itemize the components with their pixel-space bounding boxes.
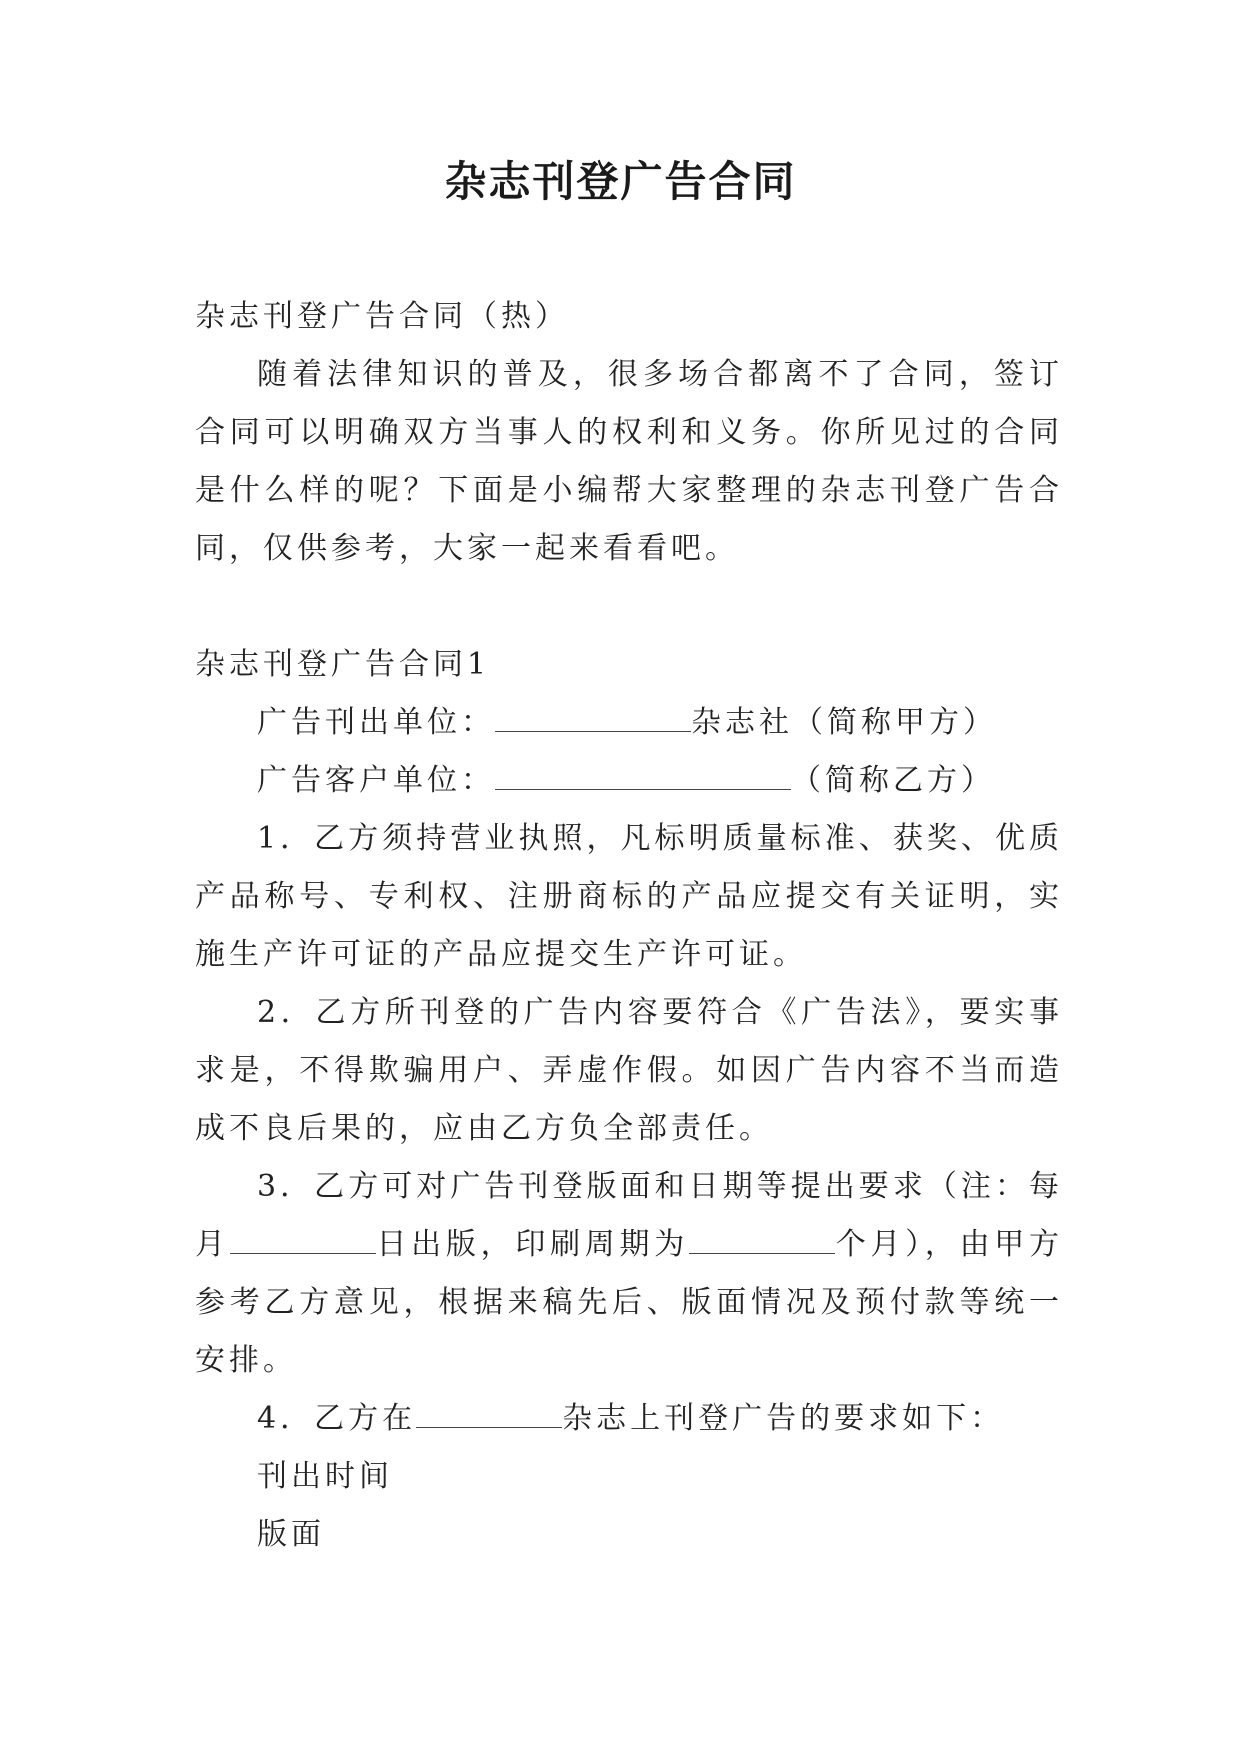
magazine-name-blank[interactable] [416,1393,562,1428]
party-a-blank[interactable] [495,697,691,732]
document-subtitle: 杂志刊登广告合同（热） [195,299,569,334]
clause-1: 1．乙方须持营业执照，凡标明质量标准、获奖、优质产品称号、专利权、注册商标的产品应提交有关证明，实施生产许可证的产品应提交生产许可证。 [195,821,1063,972]
clause-4 [195,1390,1063,1448]
clause-3 [195,1158,1063,1390]
party-b-line [195,752,1063,810]
document-title: 杂志刊登广告合同 [444,157,797,206]
clause-3-text-1: 3．乙方可对广告刊登版面和日期等提出要求（注：每月 [195,1169,1063,1262]
clause-2: 2．乙方所刊登的广告内容要符合《广告法》，要实事求是，不得欺骗用户、弄虚作假。如因广告内容不当而造成不良后果的，应由乙方负全部责任。 [195,995,1063,1146]
section-heading: 杂志刊登广告合同1 [195,647,491,682]
item-layout: 版面 [257,1517,325,1552]
party-a-label: 广告刊出单位： [257,705,495,740]
party-b-label: 广告客户单位： [257,763,495,798]
party-b-blank[interactable] [495,755,791,790]
party-b-suffix: （简称乙方） [791,763,995,798]
item-publish-time: 刊出时间 [257,1459,393,1494]
party-a-line [195,694,1063,752]
clause-3-text-3: 个月），由甲方参考乙方意见，根据来稿先后、版面情况及预付款等统一安排。 [195,1227,1064,1378]
paragraph-spacer [195,578,1063,636]
party-a-suffix: 杂志社（简称甲方） [691,705,997,740]
print-cycle-blank[interactable] [689,1219,835,1254]
publish-day-blank[interactable] [230,1219,376,1254]
clause-3-text-2: 日出版，印刷周期为 [375,1227,689,1262]
intro-paragraph: 随着法律知识的普及，很多场合都离不了合同，签订合同可以明确双方当事人的权利和义务。你所见过的合同是什么样的呢？下面是小编帮大家整理的杂志刊登广告合同，仅供参考，大家一起来看看吧。 [195,357,1063,566]
clause-4-text-1: 4．乙方在 [257,1401,417,1436]
document-body [195,288,1063,1564]
clause-4-text-2: 杂志上刊登广告的要求如下： [562,1401,1005,1436]
